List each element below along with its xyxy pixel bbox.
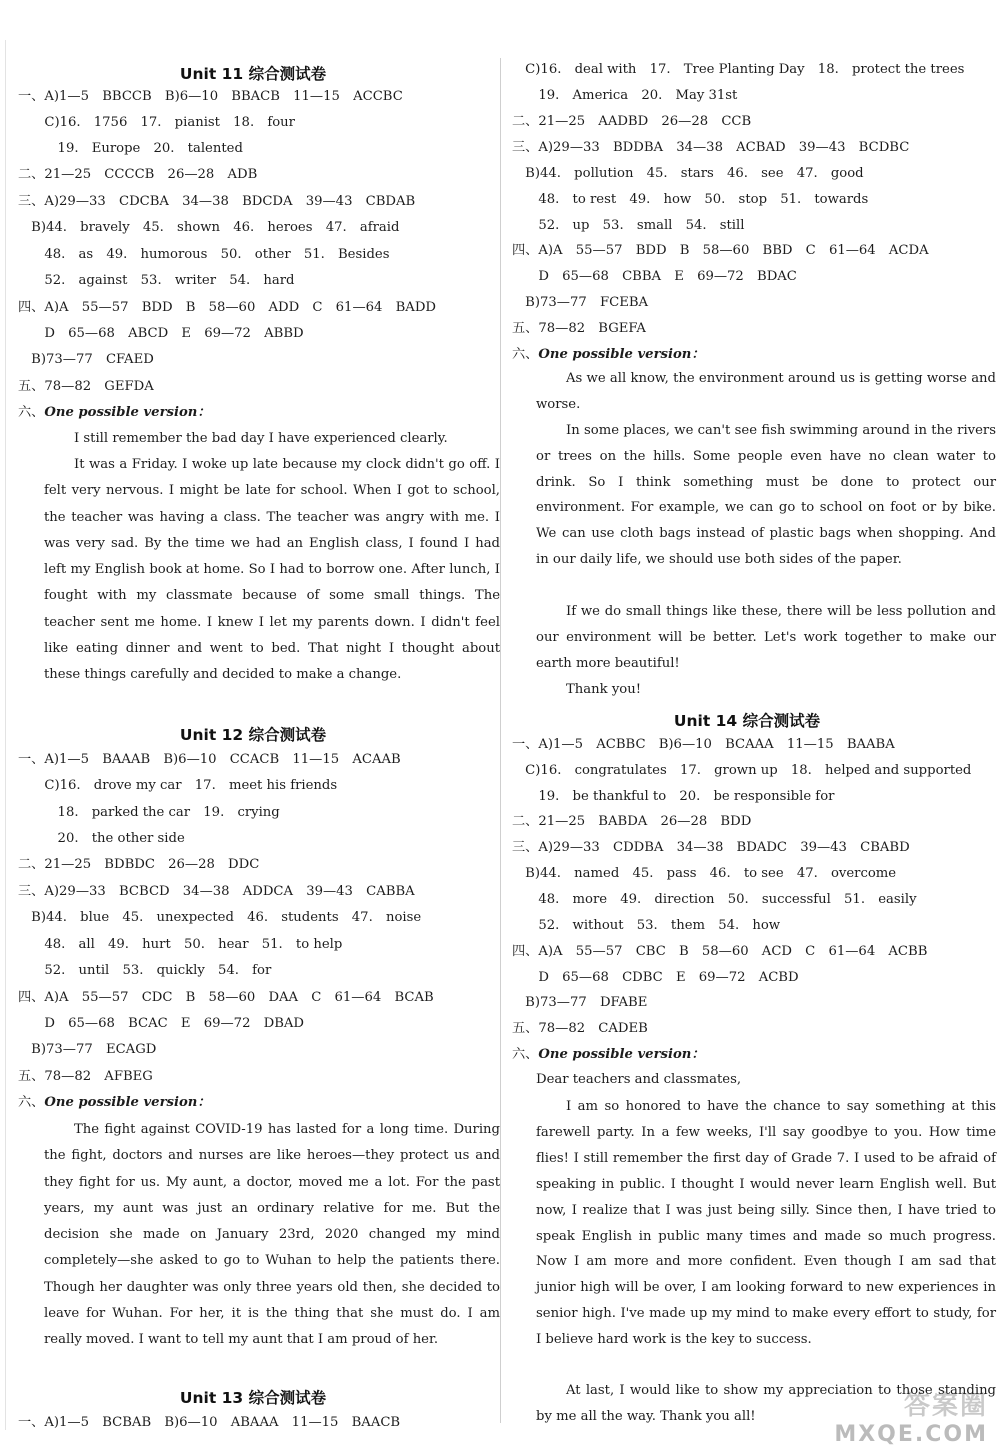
watermark-logo <box>818 1385 988 1447</box>
u13-line-2: C)16. deal with 17. Tree Planting Day 18. protect the trees <box>512 62 965 77</box>
u13-line-6: B)44. pollution 45. stars 46. see 47. good <box>512 166 864 181</box>
u11-line-1: 一、A)1—5 BBCCB B)6—10 BBACB 11—15 ACCBC <box>18 89 403 104</box>
u11-line-2: C)16. 1756 17. pianist 18. four <box>18 115 295 130</box>
u13-line-7: 48. to rest 49. how 50. stop 51. towards <box>512 192 869 207</box>
section-number: 六、 <box>18 405 45 420</box>
u14-line-5: 三、A)29—33 CDDBA 34—38 BDADC 39—43 CBABD <box>512 840 910 855</box>
u12-line-11: D 65—68 BCAC E 69—72 DBAD <box>18 1016 305 1031</box>
u12-line-10: 四、A)A 55—57 CDC B 58—60 DAA C 61—64 BCAB <box>18 990 434 1005</box>
one-possible-version-label: One possible version： <box>44 1095 211 1110</box>
u13-essay-p2: In some places, we can't see fish swimming around in the rivers or trees on the hills. Some people even have no clean water to drink. So I think something must be done to protect our environment. For example, we can go to school on foot or by bike. We can use cloth bags instead of plastic bags when shopping. And in our daily life, we should use both sides of the paper. <box>536 423 996 567</box>
u14-line-7: 48. more 49. direction 50. successful 51. easily <box>512 892 917 907</box>
u14-line-9: 四、A)A 55—57 CBC B 58—60 ACD C 61—64 ACBB <box>512 944 928 959</box>
one-possible-version-label: One possible version： <box>538 347 705 362</box>
u14-section-six <box>512 1048 705 1061</box>
unit-14-title: Unit 14 综合测试卷 <box>673 712 821 730</box>
u12-line-6: 三、A)29—33 BCBCD 34—38 ADDCA 39—43 CABBA <box>18 884 415 899</box>
watermark-bottom-text: MXQE.COM <box>834 1422 988 1447</box>
section-number: 六、 <box>18 1095 45 1110</box>
u12-section-six <box>18 1096 211 1109</box>
unit-13-title: Unit 13 综合测试卷 <box>179 1389 327 1407</box>
u12-line-9: 52. until 53. quickly 54. for <box>18 963 272 978</box>
u11-line-7: 48. as 49. humorous 50. other 51. Besides <box>18 247 390 262</box>
u13-line-10: D 65—68 CBBA E 69—72 BDAC <box>512 269 797 284</box>
u12-line-2: C)16. drove my car 17. meet his friends <box>18 778 338 793</box>
u11-line-9: 四、A)A 55—57 BDD B 58—60 ADD C 61—64 BADD <box>18 300 436 315</box>
section-number: 六、 <box>512 347 539 362</box>
u14-line-8: 52. without 53. them 54. how <box>512 918 781 933</box>
u13-line-9: 四、A)A 55—57 BDD B 58—60 BBD C 61—64 ACDA <box>512 243 929 258</box>
u12-line-13: 五、78—82 AFBEG <box>18 1069 153 1084</box>
u11-essay-p2: It was a Friday. I woke up late because my clock didn't go off. I felt very nervous. I might be late for school. When I got to school, the teacher was having a class. The teacher was angry with me. I was very sad. By the time we had an English class, I found I had left my English book at home. So I had to borrow one. After lunch, I fought with my classmate because of some small things. The teacher sent me home. I knew I let my parents down. I didn't feel like eating dinner and went to bed. That night I thought about these things carefully and decided to make a change. <box>44 457 500 683</box>
u14-line-1: 一、A)1—5 ACBBC B)6—10 BCAAA 11—15 BAABA <box>512 737 895 752</box>
u13-line-1: 一、A)1—5 BCBAB B)6—10 ABAAA 11—15 BAACB <box>18 1415 401 1430</box>
u12-line-8: 48. all 49. hurt 50. hear 51. to help <box>18 937 343 952</box>
u14-line-11: B)73—77 DFABE <box>512 995 648 1010</box>
u13-essay-p4: Thank you! <box>566 682 642 697</box>
u14-line-3: 19. be thankful to 20. be responsible for <box>512 789 835 804</box>
u14-line-10: D 65—68 CDBC E 69—72 ACBD <box>512 970 799 985</box>
page-margin-line <box>5 40 6 1430</box>
u13-essay-p3: If we do small things like these, there will be less pollution and our environment will be better. Let's work together to make our earth more beautiful! <box>536 604 996 671</box>
u14-line-4: 二、21—25 BABDA 26—28 BDD <box>512 814 752 829</box>
u12-line-3: 18. parked the car 19. crying <box>18 805 280 820</box>
u11-line-8: 52. against 53. writer 54. hard <box>18 273 295 288</box>
watermark-top-text: 答案圈 <box>903 1391 988 1421</box>
u11-line-11: B)73—77 CFAED <box>18 352 154 367</box>
u13-essay-p1: As we all know, the environment around us is getting worse and worse. <box>536 371 996 412</box>
u13-line-12: 五、78—82 BGEFA <box>512 321 646 336</box>
u11-essay-p1: I still remember the bad day I have experienced clearly. <box>74 431 448 446</box>
u11-line-5: 三、A)29—33 CDCBA 34—38 BDCDA 39—43 CBDAB <box>18 194 416 209</box>
u11-line-6: B)44. bravely 45. shown 46. heroes 47. afraid <box>18 220 400 235</box>
u12-line-7: B)44. blue 45. unexpected 46. students 47. noise <box>18 910 422 925</box>
u13-line-3: 19. America 20. May 31st <box>512 88 738 103</box>
u13-line-5: 三、A)29—33 BDDBA 34—38 ACBAD 39—43 BCDBC <box>512 140 910 155</box>
u14-essay-p2: At last, I would like to show my appreciation to those standing by me all the way. Thank you all! <box>536 1383 996 1424</box>
u14-line-12: 五、78—82 CADEB <box>512 1021 648 1036</box>
section-number: 六、 <box>512 1047 539 1062</box>
u14-greeting: Dear teachers and classmates, <box>536 1072 742 1087</box>
one-possible-version-label: One possible version： <box>44 405 211 420</box>
u14-essay-p1: I am so honored to have the chance to say something at this farewell party. In a few weeks, I'll say goodbye to you. How time flies! I still remember the first day of Grade 7. I used to be afraid of speaking in public. I thought I would never learn English well. But now, I realize that I was just being silly. Since then, I have tried to speak English in public many times and made so much progress. Now I am more and more confident. Even though I am sad that junior high will be over, I am looking forward to new experiences in senior high. I've made up my mind to make every effort to study, for I believe hard work is the key to success. <box>536 1099 996 1348</box>
column-divider <box>500 58 501 1423</box>
u13-line-4: 二、21—25 AADBD 26—28 CCB <box>512 114 752 129</box>
unit-12-title: Unit 12 综合测试卷 <box>179 726 327 744</box>
unit-11-title: Unit 11 综合测试卷 <box>179 65 327 83</box>
u12-line-4: 20. the other side <box>18 831 185 846</box>
u12-line-1: 一、A)1—5 BAAAB B)6—10 CCACB 11—15 ACAAB <box>18 752 401 767</box>
one-possible-version-label: One possible version： <box>538 1047 705 1062</box>
u11-line-3: 19. Europe 20. talented <box>18 141 243 156</box>
u11-line-4: 二、21—25 CCCCB 26—28 ADB <box>18 167 258 182</box>
u13-line-11: B)73—77 FCEBA <box>512 295 649 310</box>
u13-section-six <box>512 348 705 361</box>
u14-line-6: B)44. named 45. pass 46. to see 47. overcome <box>512 866 897 881</box>
u11-section-six <box>18 406 211 419</box>
u11-line-12: 五、78—82 GEFDA <box>18 379 154 394</box>
u12-line-5: 二、21—25 BDBDC 26—28 DDC <box>18 857 260 872</box>
u14-line-2: C)16. congratulates 17. grown up 18. helped and supported <box>512 763 972 778</box>
u13-line-8: 52. up 53. small 54. still <box>512 218 745 233</box>
u12-essay-p1: The fight against COVID-19 has lasted for a long time. During the fight, doctors and nurses are like heroes—they protect us and they fight for us. My aunt, a doctor, moved me a lot. For the past years, my aunt was just an ordinary relative for me. But the decision she made on January 23rd, 2020 changed my mind completely—she asked to go to Wuhan to help the patients there. Though her daughter was only three years old then, she decided to leave for Wuhan. For her, it is the thing that she must do. I am really moved. I want to tell my aunt that I am proud of her. <box>44 1122 500 1348</box>
u12-line-12: B)73—77 ECAGD <box>18 1042 157 1057</box>
u11-line-10: D 65—68 ABCD E 69—72 ABBD <box>18 326 304 341</box>
